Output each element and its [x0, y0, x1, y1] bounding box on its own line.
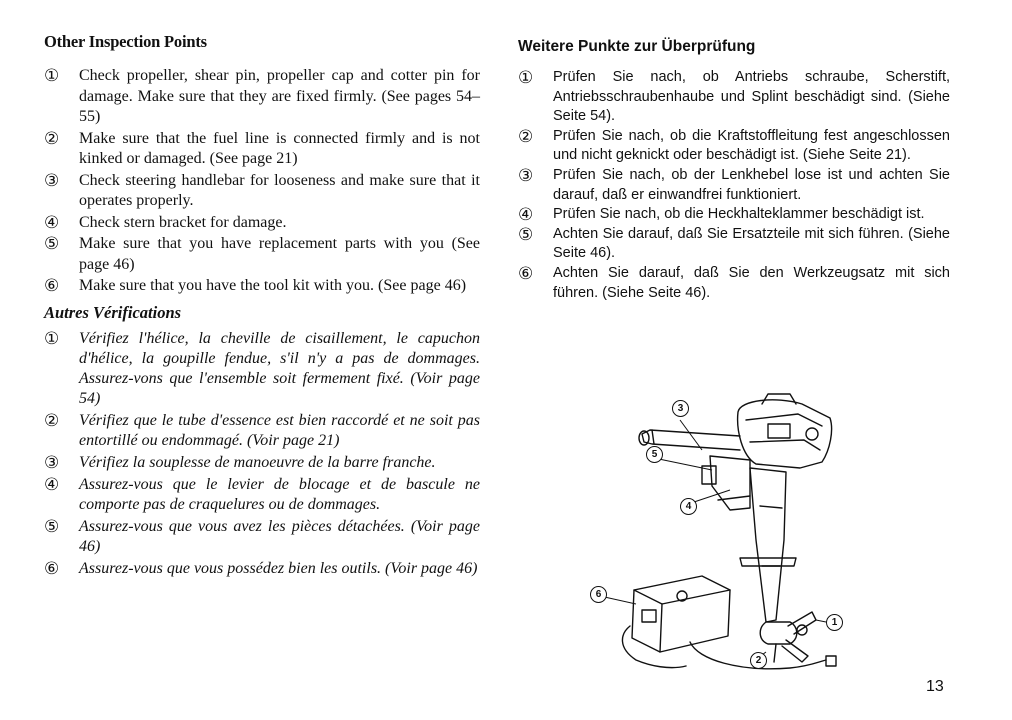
french-heading: Autres Vérifications: [44, 302, 182, 322]
english-item-3: [44, 171, 480, 212]
item-number: ④: [44, 212, 60, 232]
item-number: ⑥: [44, 558, 60, 578]
item-number: ②: [518, 126, 534, 146]
item-number: ④: [518, 205, 534, 225]
item-number: ⑤: [518, 224, 534, 244]
outboard-motor-drawing: [590, 390, 850, 690]
callout-5: 5: [646, 446, 663, 463]
callout-6: 6: [590, 586, 607, 603]
german-item-4: [518, 205, 950, 225]
german-item-6: [518, 264, 950, 303]
item-text: Check propeller, shear pin, propeller cap and cotter pin for damage. Make sure that they are fixed firmly. (See pages 54–55): [79, 67, 480, 125]
item-text: Assurez-vous que vous avez les pièces détachées. (Voir page 46): [79, 517, 480, 555]
item-text: Assurez-vous que le levier de blocage et de bascule ne comporte pas de craquelures ou de dommages.: [79, 475, 480, 513]
english-heading: Other Inspection Points: [44, 32, 207, 51]
french-item-6: [44, 559, 480, 579]
english-item-1: [44, 66, 480, 128]
german-item-3: [518, 166, 950, 205]
french-item-3: [44, 453, 480, 473]
page-number: 13: [926, 678, 944, 695]
french-item-5: [44, 517, 480, 557]
callout-3: 3: [672, 400, 689, 417]
item-text: Prüfen Sie nach, ob die Heckhalteklammer beschädigt ist.: [553, 206, 925, 223]
item-text: Achten Sie darauf, daß Sie Ersatzteile mit sich führen. (Siehe Seite 46).: [553, 225, 950, 262]
item-number: ⑥: [518, 263, 534, 283]
right-column: [518, 38, 950, 303]
item-text: Prüfen Sie nach, ob der Lenkhebel lose ist und achten Sie darauf, daß er einwandfrei funktioniert.: [553, 166, 950, 203]
item-text: Check stern bracket for damage.: [79, 213, 287, 231]
french-item-2: [44, 411, 480, 451]
item-number: ②: [44, 410, 60, 430]
item-text: Prüfen Sie nach, ob Antriebs schraube, Scherstift, Antriebsschraubenhaube und Splint beschädigt sind. (Siehe Seite 54).: [553, 69, 950, 125]
item-text: Make sure that you have the tool kit with you. (See page 46): [79, 277, 467, 294]
item-text: Vérifiez la souplesse de manoeuvre de la barre franche.: [79, 453, 436, 471]
english-item-6: [44, 276, 480, 297]
item-number: ①: [44, 66, 60, 85]
german-heading: Weitere Punkte zur Überprüfung: [518, 38, 756, 55]
french-item-4: [44, 475, 480, 515]
callout-4: 4: [680, 498, 697, 515]
item-number: ⑥: [44, 276, 60, 295]
item-text: Assurez-vous que vous possédez bien les outils. (Voir page 46): [79, 559, 478, 577]
item-number: ②: [44, 128, 60, 148]
item-number: ③: [44, 170, 60, 190]
item-text: Vérifiez que le tube d'essence est bien raccordé et ne soit pas entortillé ou endommagé. (Voir page 21): [79, 411, 480, 449]
english-item-2: [44, 129, 480, 170]
item-number: ①: [518, 68, 534, 87]
item-text: Prüfen Sie nach, ob die Kraftstoffleitung fest angeschlossen und nicht geknickt oder beschädigt ist. (Siehe Seite 21).: [553, 127, 950, 164]
item-number: ①: [44, 328, 60, 348]
german-item-5: [518, 225, 950, 264]
german-list: [518, 68, 950, 303]
german-item-2: [518, 127, 950, 166]
english-item-4: [44, 213, 480, 234]
french-item-1: [44, 329, 480, 409]
callout-2: 2: [750, 652, 767, 669]
callout-1: 1: [826, 614, 843, 631]
left-column: [44, 32, 480, 581]
item-text: Make sure that the fuel line is connected firmly and is not kinked or damaged. (See page 21): [79, 129, 480, 167]
item-number: ③: [44, 452, 60, 472]
english-item-5: [44, 234, 480, 275]
outboard-motor-illustration: [590, 390, 850, 690]
english-list: [44, 66, 480, 297]
item-text: Vérifiez l'hélice, la cheville de cisaillement, le capuchon d'hélice, la goupille fendue, s'il n'y a pas de dommages. Assurez-vons que l'ensemble soit fermement fixé. (Voir page 54): [79, 329, 480, 407]
item-text: Check steering handlebar for looseness and make sure that it operates properly.: [79, 171, 480, 209]
item-number: ③: [518, 165, 534, 185]
item-text: Make sure that you have replacement parts with you (See page 46): [79, 235, 480, 273]
german-item-1: [518, 68, 950, 127]
item-number: ⑤: [44, 234, 60, 253]
french-list: [44, 329, 480, 579]
item-number: ⑤: [44, 516, 60, 536]
item-number: ④: [44, 474, 60, 494]
item-text: Achten Sie darauf, daß Sie den Werkzeugsatz mit sich führen. (Siehe Seite 46).: [553, 264, 950, 301]
